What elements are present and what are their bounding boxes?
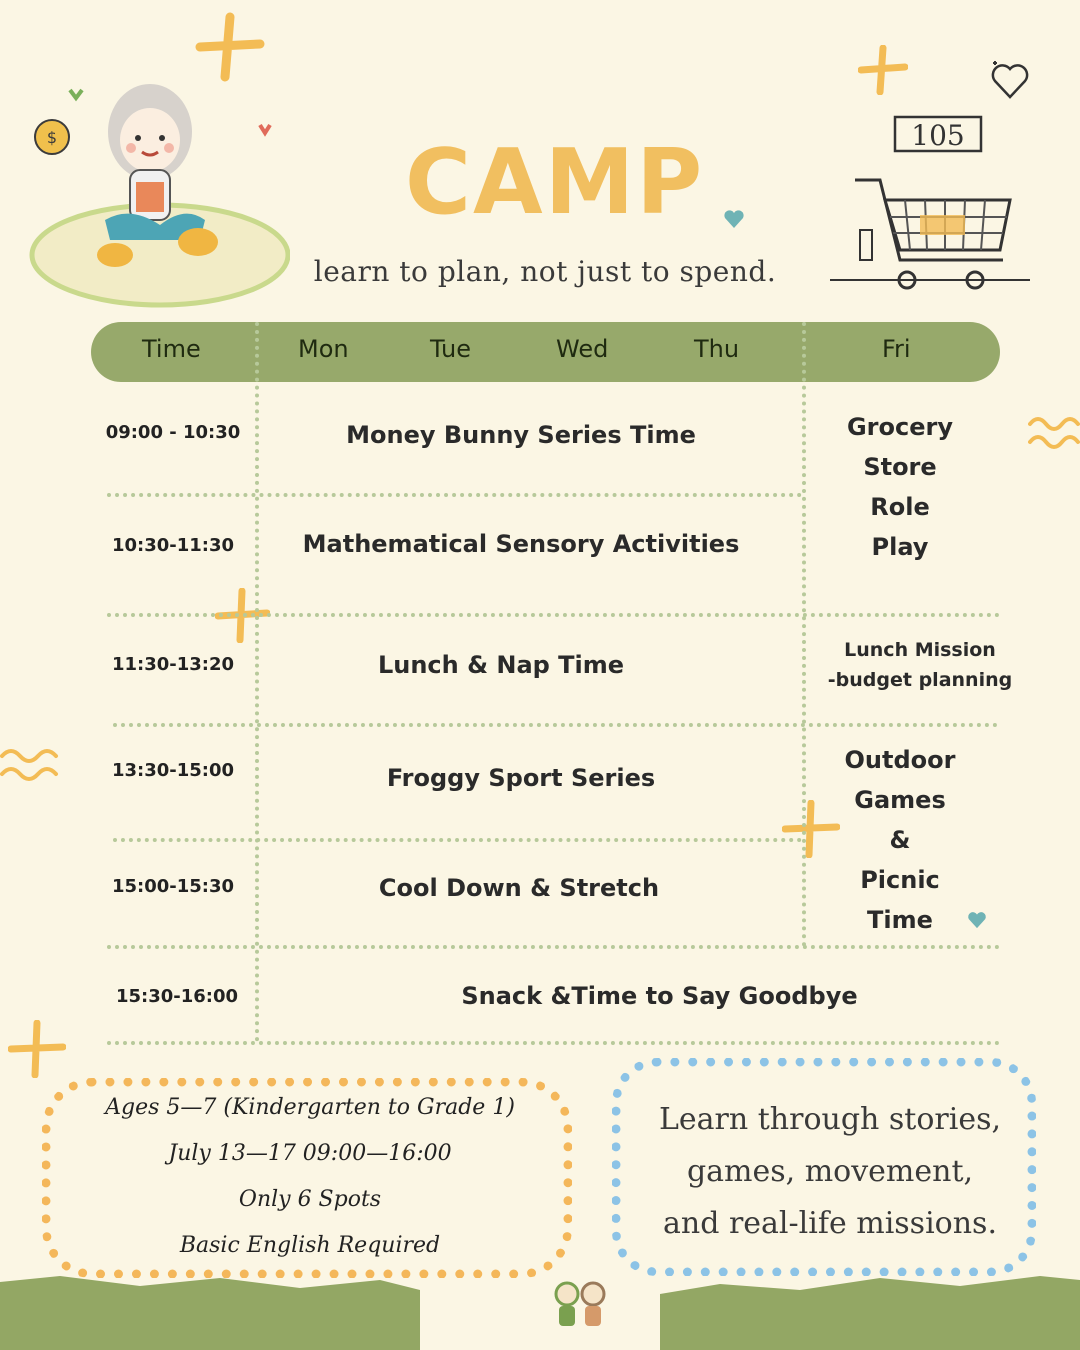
friday-line: Role (870, 493, 930, 521)
friday-activity (820, 740, 980, 940)
time-slot: 11:30-13:20 (111, 654, 235, 675)
price-tag: 105 (911, 119, 965, 152)
grid-divider (113, 838, 802, 842)
friday-line: Outdoor (844, 746, 956, 774)
tagline-line: games, movement, (686, 1154, 974, 1189)
column-header-tue: Tue (430, 335, 471, 363)
schedule-header-bar (91, 322, 1000, 382)
friday-line: & (889, 826, 911, 854)
activity-cell: Mathematical Sensory Activities (302, 530, 740, 558)
time-slot: 13:30-15:00 (111, 760, 235, 781)
grid-divider (802, 322, 806, 947)
page-title: CAMP (405, 130, 705, 235)
requirement-text: Basic English Required (179, 1233, 441, 1258)
logo-illustration (545, 1272, 617, 1344)
friday-activity (820, 407, 980, 567)
friday-activity (820, 635, 1020, 695)
grid-divider (107, 945, 1000, 949)
tagline-line: Learn through stories, (658, 1102, 1002, 1137)
grid-divider (113, 723, 998, 727)
column-header-time: Time (142, 335, 201, 363)
wave-icon (0, 746, 66, 782)
shopping-cart-illustration (825, 105, 1040, 305)
time-slot: 15:30-16:00 (115, 986, 239, 1007)
ground-decoration (0, 1270, 1080, 1350)
dates-text: July 13—17 09:00—16:00 (168, 1141, 452, 1166)
friday-line: Play (871, 533, 929, 561)
friday-line: Grocery (846, 413, 953, 441)
wave-icon (1028, 412, 1080, 452)
column-header-wed: Wed (556, 335, 609, 363)
grid-divider (255, 322, 259, 1042)
friday-line: Picnic (860, 866, 940, 894)
activity-cell: Snack &Time to Say Goodbye (461, 982, 858, 1010)
column-header-thu: Thu (694, 335, 740, 363)
spots-text: Only 6 Spots (238, 1187, 382, 1212)
friday-line: Store (863, 453, 937, 481)
sparkle-icon (858, 45, 908, 95)
grid-divider (107, 1041, 1000, 1045)
sparkle-icon (8, 1020, 66, 1078)
friday-line: Time (867, 906, 933, 934)
activity-cell: Lunch & Nap Time (377, 651, 625, 679)
svg-text:$: $ (46, 128, 58, 147)
grid-divider (107, 613, 1000, 617)
activity-cell: Money Bunny Series Time (346, 421, 696, 449)
ages-text: Ages 5—7 (Kindergarten to Grade 1) (105, 1095, 515, 1120)
time-slot: 10:30-11:30 (111, 535, 235, 556)
tagline-line: and real-life missions. (663, 1206, 997, 1241)
activity-cell: Froggy Sport Series (386, 764, 656, 792)
friday-line: Games (854, 786, 946, 814)
time-slot: 15:00-15:30 (111, 876, 235, 897)
heart-icon (722, 208, 746, 230)
page-subtitle: learn to plan, not just to spend. (313, 255, 777, 288)
girl-illustration (10, 70, 290, 310)
time-slot: 09:00 - 10:30 (105, 422, 241, 443)
friday-line: -budget planning (827, 669, 1013, 691)
friday-line: Lunch Mission (844, 639, 996, 661)
activity-cell: Cool Down & Stretch (378, 874, 660, 902)
column-header-fri: Fri (882, 335, 911, 363)
column-header-mon: Mon (298, 335, 349, 363)
grid-divider (107, 493, 802, 497)
heart-outline-icon (985, 55, 1035, 105)
